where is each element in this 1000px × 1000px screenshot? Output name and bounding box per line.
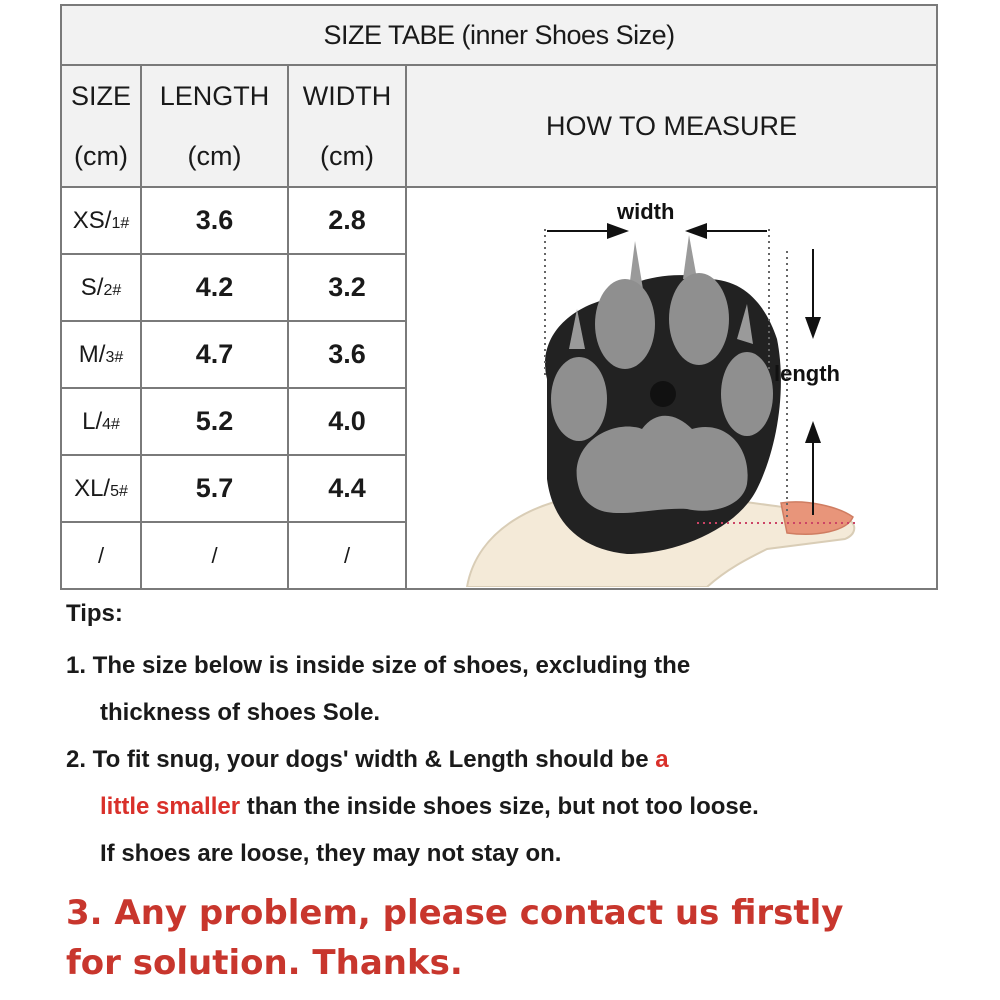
paw-measure-diagram [406,187,937,589]
width-header [288,65,406,187]
length-header-label: LENGTH [159,81,270,111]
tip-1 [66,642,966,736]
length-cell: / [141,522,288,589]
size-cell: S/2# [61,254,141,321]
how-to-measure-header: HOW TO MEASURE [406,65,937,187]
width-header-unit: (cm) [320,141,374,171]
tip-2-highlight: a [655,746,669,773]
tips-section [66,600,966,877]
paw-illustration [407,189,935,587]
tip-2-line-1: 2. To fit snug, your dogs' width & Length should be a [66,746,669,773]
contact-note-line-1: 3. Any problem, please contact us firstly [66,893,844,933]
length-header-unit: (cm) [187,141,242,171]
tips-title: Tips: [66,600,123,627]
width-cell: / [288,522,406,589]
table-title: SIZE TABE (inner Shoes Size) [61,5,937,65]
size-cell: XS/1# [61,187,141,254]
width-cell: 2.8 [288,187,406,254]
tip-2-line-2: little smaller than the inside shoes size, but not too loose. [100,793,759,820]
width-cell: 3.6 [288,321,406,388]
width-header-label: WIDTH [302,81,392,111]
size-cell: XL/5# [61,455,141,522]
length-cell: 3.6 [141,187,288,254]
tip-2 [66,736,966,877]
width-cell: 3.2 [288,254,406,321]
contact-note-line-2: for solution. Thanks. [66,943,463,983]
length-cell: 4.2 [141,254,288,321]
length-cell: 4.7 [141,321,288,388]
width-cell: 4.0 [288,388,406,455]
length-cell: 5.2 [141,388,288,455]
width-cell: 4.4 [288,455,406,522]
table-row [61,187,937,254]
size-header [61,65,141,187]
tip-2-line-3: If shoes are loose, they may not stay on. [100,840,562,867]
length-header [141,65,288,187]
length-cell: 5.7 [141,455,288,522]
tip-1-line-1: 1. The size below is inside size of shoes, excluding the [66,652,691,679]
tip-1-line-2: thickness of shoes Sole. [100,699,381,726]
size-header-unit: (cm) [74,141,128,171]
tip-2-highlight: little smaller [100,793,241,820]
size-cell: L/4# [61,388,141,455]
contact-note [66,888,966,988]
size-cell: / [61,522,141,589]
size-table [60,4,938,590]
width-diagram-label: width [617,199,675,224]
size-header-label: SIZE [70,81,131,111]
size-cell: M/3# [61,321,141,388]
length-diagram-label: length [774,361,840,386]
